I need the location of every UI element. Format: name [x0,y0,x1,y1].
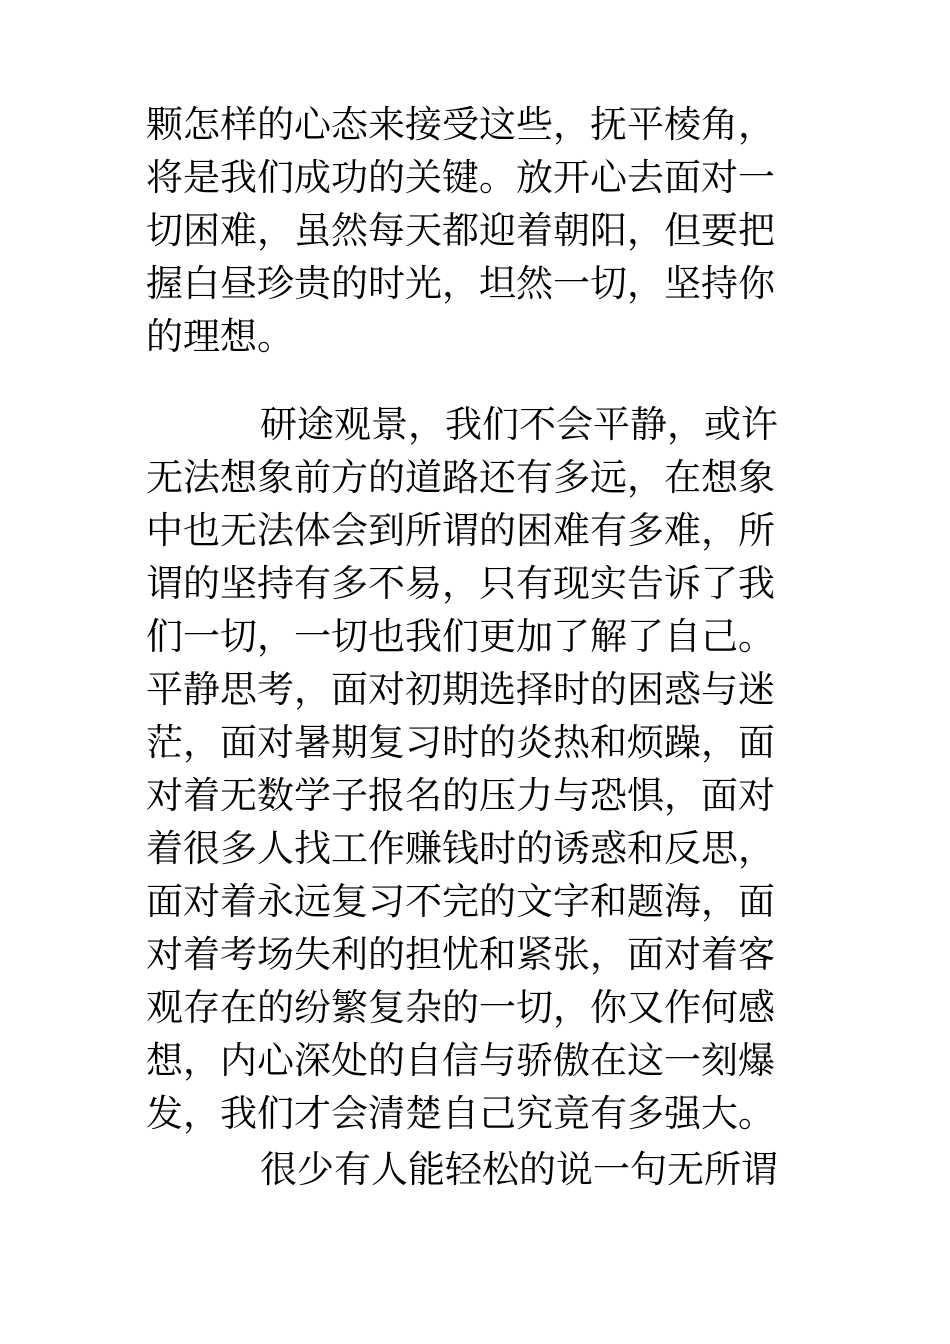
text-line: 发，我们才会清楚自己究竟有多强大。 [146,1092,775,1135]
text-line: 研途观景，我们不会平静，或许 [260,403,778,446]
text-line: 茫，面对暑期复习时的炎热和烦躁，面 [146,721,775,764]
text-line: 无法想象前方的道路还有多远，在想象 [146,456,775,499]
paragraph-3 [146,1143,806,1196]
text-line: 握白昼珍贵的时光，坦然一切，坚持你 [146,262,775,305]
text-line: 面对着永远复习不完的文字和题海，面 [146,880,775,923]
paragraph-2 [146,398,806,1140]
text-line: 颗怎样的心态来接受这些，抚平棱角， [146,103,775,146]
text-line: 对着无数学子报名的压力与恐惧，面对 [146,774,775,817]
text-line: 们一切，一切也我们更加了解了自己。 [146,615,775,658]
text-line: 的理想。 [146,315,294,358]
text-line: 着很多人找工作赚钱时的诱惑和反思， [146,827,775,870]
text-line: 将是我们成功的关键。放开心去面对一 [146,156,775,199]
text-line: 观存在的纷繁复杂的一切，你又作何感 [146,986,775,1029]
text-line: 对着考场失利的担忧和紧张，面对着客 [146,933,775,976]
text-line: 谓的坚持有多不易，只有现实告诉了我 [146,562,775,605]
text-line: 平静思考，面对初期选择时的困惑与迷 [146,668,775,711]
text-line: 切困难，虽然每天都迎着朝阳，但要把 [146,209,775,252]
text-line: 很少有人能轻松的说一句无所谓 [260,1148,778,1191]
text-line: 中也无法体会到所谓的困难有多难，所 [146,509,775,552]
paragraph-1 [146,98,806,363]
text-line: 想，内心深处的自信与骄傲在这一刻爆 [146,1039,775,1082]
